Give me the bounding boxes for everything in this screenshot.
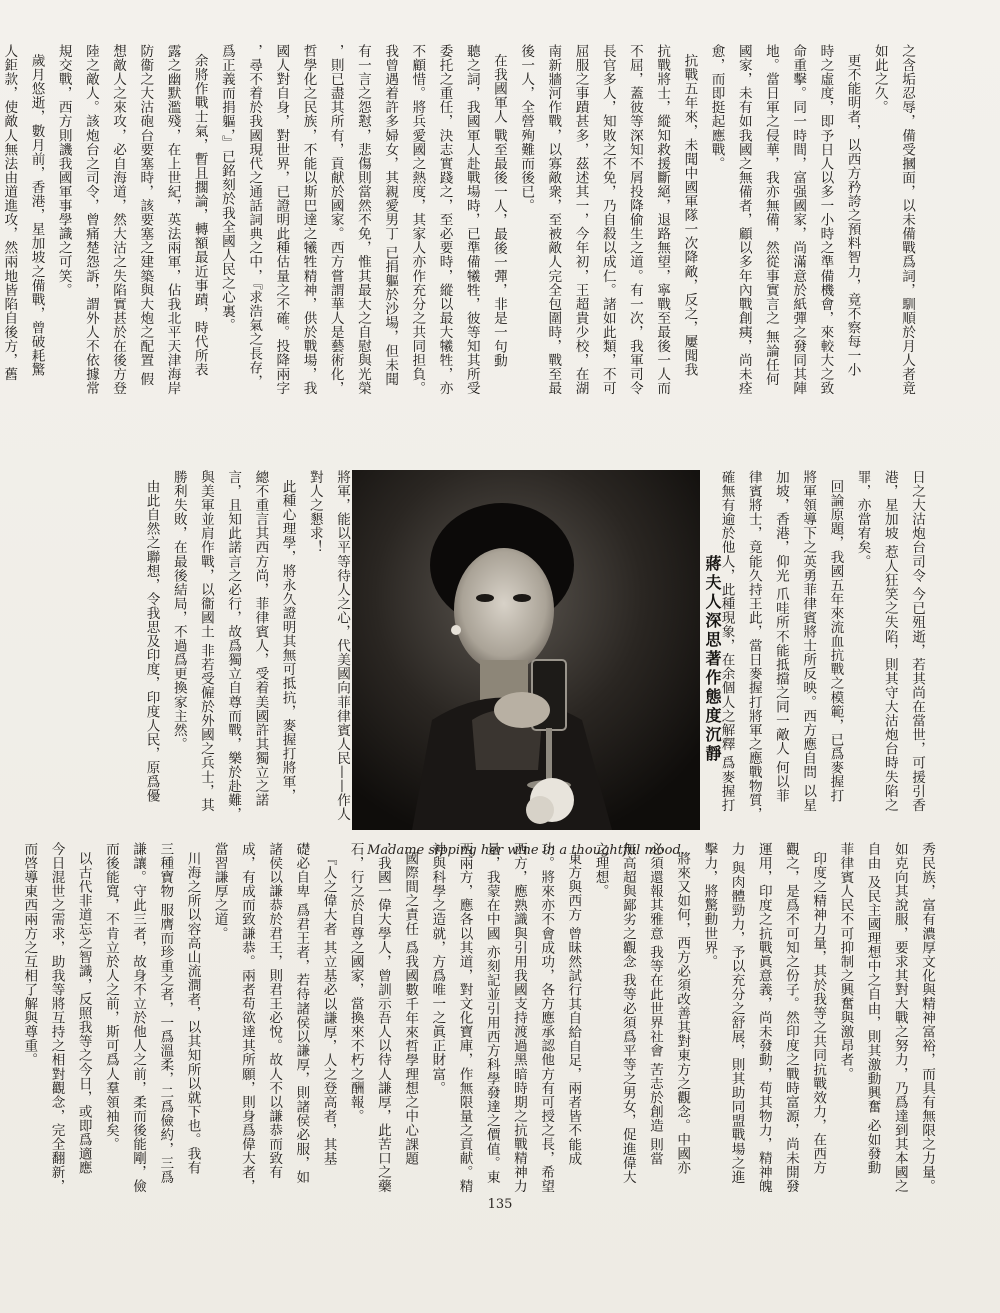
portrait-illustration [352,470,700,830]
text-column-top: 之含垢忍辱，備受摑面，以未備戰爲詞，馴順於月人者竟 如此之久。 更不能明者，以西方矜誇之預料智力，竟不察每一小 時之虛度，即予日人以多一小時之準備機會，來較大之致 命重擊。同一時間，富强國家，尚滿意於紙彈之發同其陣 地。當日軍之侵華，我亦無備，然從事實言之 無論任何 國家，未有如我國之無備者，顧以多年內戰創痍，尚未痊 愈，而即挺起應戰。 抗戰五年來，未聞中國軍隊一次降敵，反之，屢聞我 抗戰將士，縱知救援斷絕，退路無望，寧戰至最後一人而 不屈，蓋彼等深知不屑投降偷生之道。有一次，我軍司令 長官多人，知敗之不免，乃自殺以成仁。諸如此類，不可 屈服之事蹟甚多，茲述其一，今年初，王超貴少校，在湖 南新牆河作戰，以寡敵衆，至被敵人完全包圍時，戰至最 後一人，全營殉難而後已。 在我國軍人 戰至最後一人，最後一彈，非是一句動 聽之詞，我國軍人赴戰場時，已準備犧牲，彼等知其所受 委托之重任，決志實踐之，至必要時，縱以最大犧牲，亦 不顧惜。將兵愛國之熱度，其家人亦作充分之共同担負。 我曾遇着許多婦女，其親愛男丁 已捐軀於沙場，但未聞 有一言之怨懟，悲傷則當然不免，惟其最大之自慰與光榮 ，則已盡其所有，貢献於國家。西方嘗謂華人是藝術化， 哲學化之民族，不能以斯巴達之犧牲精神，供於戰場，我 國人對自身，對世界，已證明此種估量之不確。投降兩字 ，尋不着於我國現代之通話詞典之中，『求浩氣之長存， 爲正義而捐軀，』已銘刻於我全國人民之心裏。 余將作戰士氣，暫且擱論，轉額最近事蹟，時代所表 露之幽默濫殘，在上世紀，英法兩軍，佔我北平天津海岸 防衞之大沽砲台要塞時，該要塞之建築與大炮之配置 假 想敵人之來攻，必自海道，然大沽之失陷實甚於在後方登 陸之敵人。該炮台之司令，曾痛楚怨訴，謂外人不依據常 規交戰，西方則譏我國軍事學識之可笑。 歲月悠逝，數月前，香港，星加坡之備戰，曾破耗驚 人鉅款，使敵人無法由道進攻，然兩地皆陷自後方，舊 [1,44,915,396]
page-number: 135 [487,1197,513,1212]
text-column-bottom: 秀民族，富有濃厚文化與精神富裕，而具有無限之力量。 如克向其說服，要求其對大戰之努力，乃爲達到其本國之 自由 及民主國理想中之自由，則其激動興奮 必如發動 菲律賓人民不可抑制之興奮與激昂者。 印度之精神力量，其於我等之共同抗戰效力，在西方 觀之，是爲不可知之份子。然印度之戰時富源，尚未開發 運用，印度之抗戰眞意義，尚未發動，苟其物力，精神魄 力 與肉體勁力，予以充分之舒展，則其助同盟戰場之進 擊力，將驚動世界。 將來又如何，西方必須改善其對東方之觀念。中國亦 必須還報其雅意 我等在此世界社會 苦志於創造 則當 無高超與鄙劣之觀念 我等必須爲平等之男女，促進偉大 之理想。 東方與西方 曾昧然試行其自給自足，兩者皆不能成 功。將來亦不會成功，各方應承認他方有可授之長，希望 西方，應熟識與引用我國支持渡過黑暗時期之抗戰精神力 量，我蒙在中國 亦刻記並引用西方科學發達之價值。東 西兩方，應各以其道，對文化寶庫，作無限量之貢献。精 神與科學之造就，方爲唯一之眞正財富。 國際間之責任 爲我國數千年來哲學理想之中心課題 ，我國一偉大學人，曾訓示吾人以待人謙厚，此苦口之藥 石，行之於自尊之國家，當換來不朽之酬報。 『人之偉大者 其立基必以謙厚，人之登高者，其基 礎必自卑 爲君王者，若待諸侯以謙厚，則諸侯必服，如 諸侯以謙恭於君王，則君王必悅。故人不以謙恭而致有 成，有成而致謙恭。兩者苟欲達其所願，則身爲偉大者， 當習謙厚之道。 川海之所以容高山流澗者，以其知所以就下也。我有 三種寶物 服膺而珍重之者，一爲溫柔，二爲儉約，三爲 謙讓。守此三者，故身不立於他人之前，柔而後能剛，儉 而後能寬，不肯立於人之前，斯可爲人羣領袖矣。 以古代非道忘之智識，反照我等之今日，或即爲適應 今日混世之需求，助我等將互持之相對觀念，完全翻新， 而啓導東西兩方之互相了解與尊重。 [21,842,935,1194]
text-block-right-of-photo: 日之大沽炮台司令 今已殂逝，若其尚在當世，可援引香 港，星加坡 惹人狂笑之失陷，則其守大沽炮台時失陷之 罪，亦當宥矣。 回論原題，我國五年來流血抗戰之模範，已爲麥握打 將軍領導下之英勇菲律賓將士所反映。西方應自問 以星 加坡，香港，仰光 爪哇所不能抵擋之同一敵人 何以菲 律賓將士，竟能久持王此，當日麥握打將軍之應戰物質， 確無有逾於他人，此種現象，在余個人之解釋 爲麥握打 [718,470,925,822]
text-block-left-of-photo: 將軍，能以平等待人之心，代美國向菲律賓人民——作人 對人之懇求！ 此種心理學，將永久證明其無可抵抗，麥握打將軍， 總不重言其西方尚，菲律賓人，受着美國許其獨立之諾 言，且知此諾言之必行，故爲獨立自尊而戰，樂於赴難， 與美軍並肩作戰，以衞國土 非若受僱於外國之兵士，其 勝利失敗，在最後結局，不過爲更換家主然。 由此自然之聯想，令我思及印度，印度人民，原爲優 [143,470,350,822]
photo-caption-chinese: 蔣夫人深思著作態度沉靜 [703,555,722,764]
portrait-photo [352,470,700,830]
photo-frame [352,470,700,830]
photo-caption-english: Madame sipping her wine in a thoughtful mood. [367,843,685,858]
